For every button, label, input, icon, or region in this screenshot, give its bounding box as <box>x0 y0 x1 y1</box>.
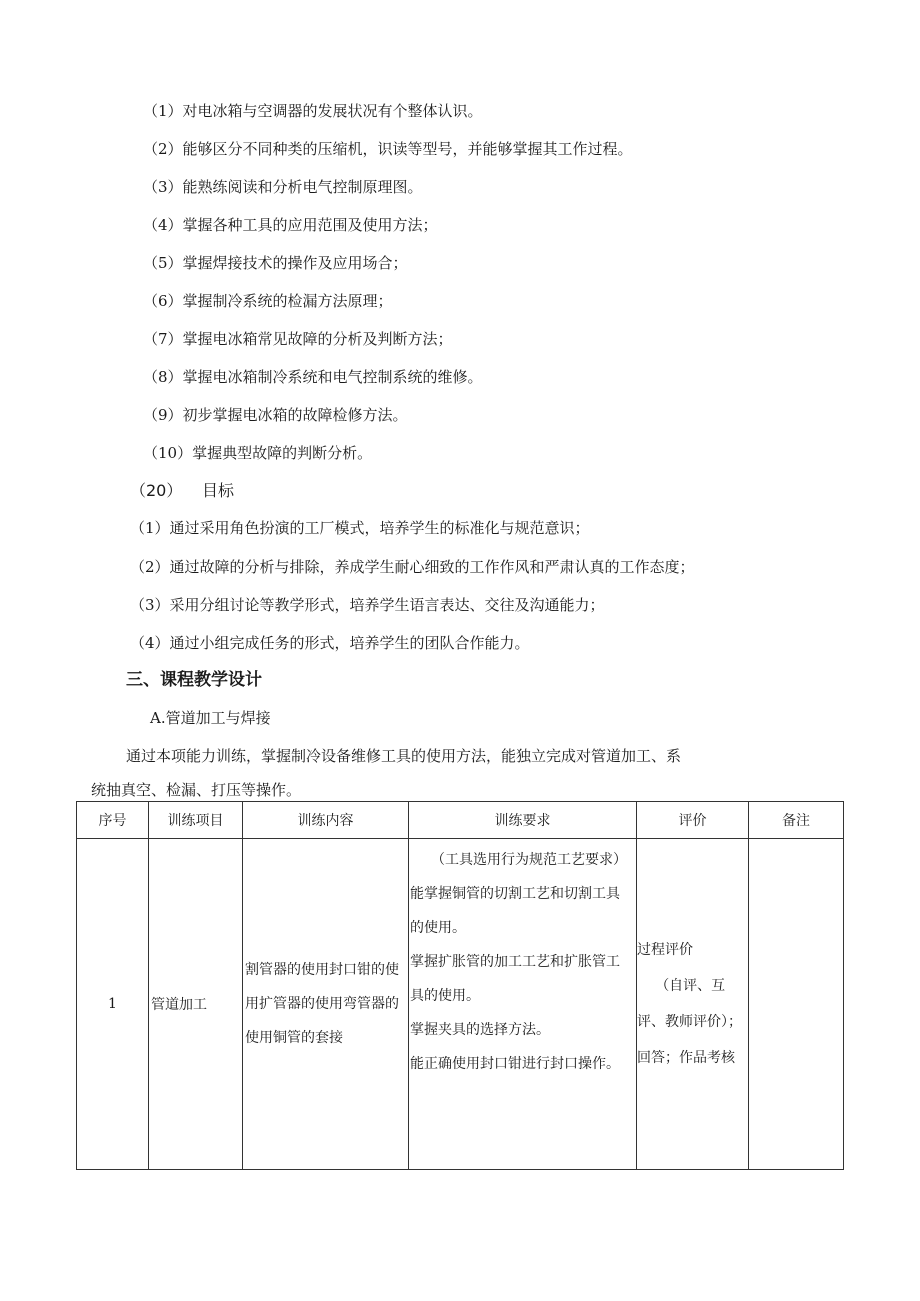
intro-paragraph-line-1: 通过本项能力训练，掌握制冷设备维修工具的使用方法，能独立完成对管道加工、系 <box>126 747 682 765</box>
goal-item-2: （2）通过故障的分析与排除，养成学生耐心细致的工作作风和严肃认真的工作态度； <box>130 558 695 576</box>
knowledge-item-1: （1）对电冰箱与空调器的发展状况有个整体认识。 <box>143 102 483 120</box>
goal-heading-number: （20） <box>130 481 183 500</box>
header-requirement: 训练要求 <box>409 802 637 839</box>
cell-content: 割管器的使用封口钳的使用扩管器的使用弯管器的使用铜管的套接 <box>245 962 399 1046</box>
subsection-title: A.管道加工与焊接 <box>150 709 271 727</box>
evaluation-line-2: （自评、互评、教师评价）；回答；作品考核 <box>637 978 742 1066</box>
requirement-block <box>409 839 636 1081</box>
header-content: 训练内容 <box>243 802 409 839</box>
header-item: 训练项目 <box>149 802 243 839</box>
cell-evaluation <box>637 839 749 1170</box>
training-table <box>76 801 844 1170</box>
table-row <box>77 839 844 1170</box>
cell-item: 管道加工 <box>149 839 243 1170</box>
knowledge-item-3: （3）能熟练阅读和分析电气控制原理图。 <box>143 178 423 196</box>
cell-requirement <box>409 839 637 1170</box>
evaluation-line-1: 过程评价 <box>637 942 693 958</box>
knowledge-item-6: （6）掌握制冷系统的检漏方法原理； <box>143 292 393 310</box>
goal-heading-title: 目标 <box>202 481 235 500</box>
knowledge-item-9: （9）初步掌握电冰箱的故障检修方法。 <box>143 406 408 424</box>
knowledge-item-2: （2）能够区分不同种类的压缩机，识读等型号，并能够掌握其工作过程。 <box>143 140 633 158</box>
evaluation-block <box>637 932 748 1076</box>
cell-remark <box>749 839 844 1170</box>
knowledge-item-10: （10）掌握典型故障的判断分析。 <box>143 444 373 462</box>
goal-heading <box>130 481 234 501</box>
knowledge-item-8: （8）掌握电冰箱制冷系统和电气控制系统的维修。 <box>143 368 483 386</box>
cell-content-wrap <box>243 839 409 1170</box>
cell-index: 1 <box>77 839 149 1170</box>
knowledge-item-7: （7）掌握电冰箱常见故障的分析及判断方法； <box>143 330 453 348</box>
goal-item-4: （4）通过小组完成任务的形式，培养学生的团队合作能力。 <box>130 634 530 652</box>
intro-paragraph-line-2: 统抽真空、检漏、打压等操作。 <box>91 781 302 799</box>
requirement-line-4: 能正确使用封口钳进行封口操作。 <box>410 1056 620 1072</box>
requirement-line-3: 掌握夹具的选择方法。 <box>410 1022 550 1038</box>
header-remark: 备注 <box>749 802 844 839</box>
header-evaluation: 评价 <box>637 802 749 839</box>
goal-item-1: （1）通过采用角色扮演的工厂模式，培养学生的标准化与规范意识； <box>130 519 590 537</box>
requirement-line-2: 掌握扩胀管的加工工艺和扩胀管工具的使用。 <box>410 954 620 1004</box>
goal-item-3: （3）采用分组讨论等教学形式，培养学生语言表达、交往及沟通能力； <box>130 596 605 614</box>
header-index: 序号 <box>77 802 149 839</box>
requirement-line-1: 能掌握铜管的切割工艺和切割工具的使用。 <box>410 886 620 936</box>
table-header-row <box>77 802 844 839</box>
knowledge-item-5: （5）掌握焊接技术的操作及应用场合； <box>143 254 408 272</box>
requirement-head: （工具选用行为规范工艺要求） <box>431 852 627 868</box>
section-three-heading: 三、课程教学设计 <box>126 670 262 690</box>
knowledge-item-4: （4）掌握各种工具的应用范围及使用方法； <box>143 216 438 234</box>
